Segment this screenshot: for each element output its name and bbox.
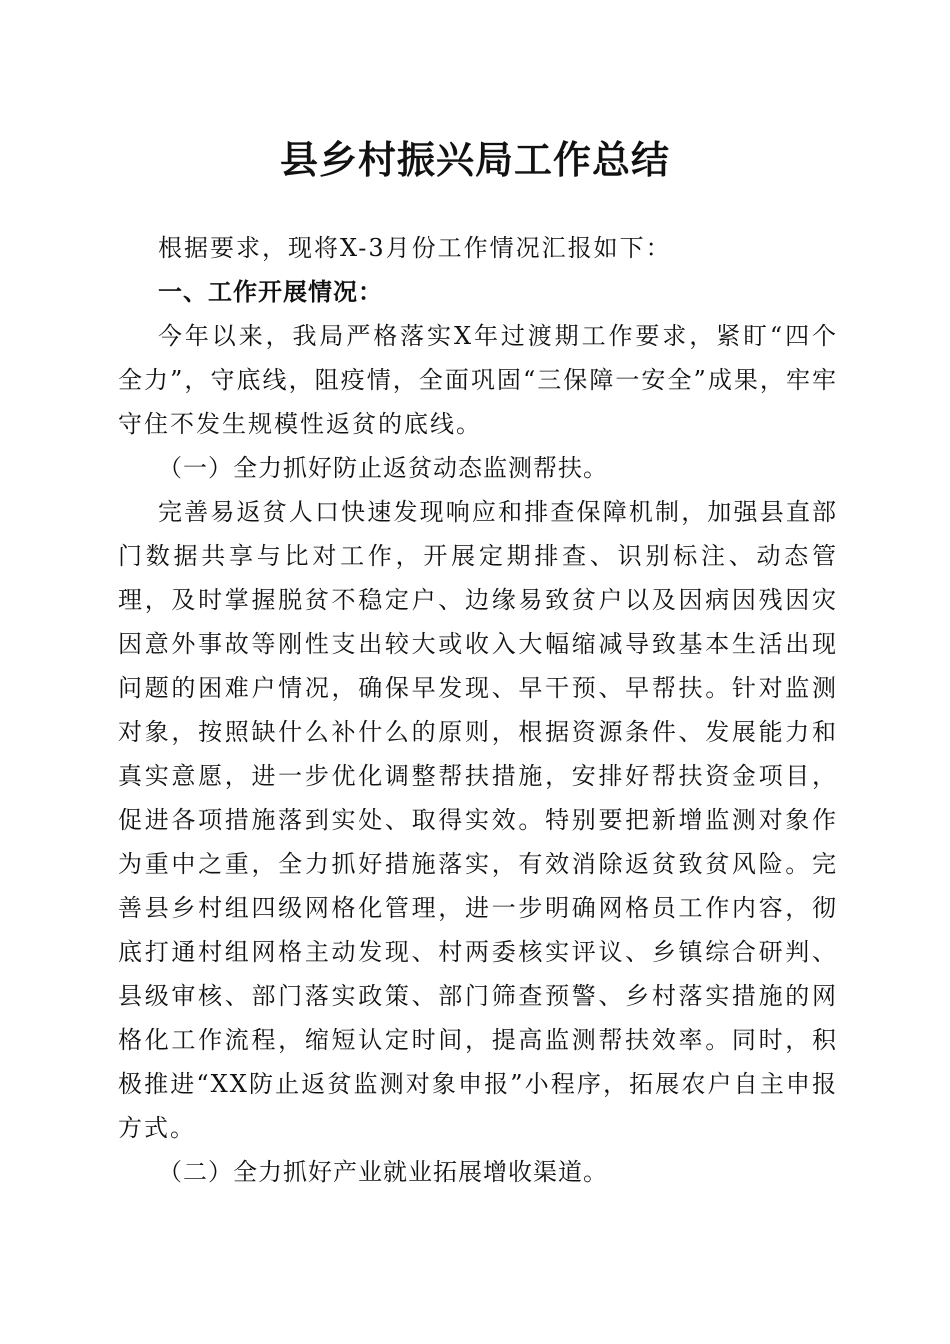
- subsection1-heading: （一）全力抓好防止返贫动态监测帮扶。: [158, 454, 608, 482]
- section1-heading: 一、工作开展情况：: [158, 278, 383, 306]
- document-title: 县乡村振兴局工作总结: [279, 138, 670, 182]
- document-body: [118, 226, 838, 1194]
- subsection2-heading: （二）全力抓好产业就业拓展增收渠道。: [158, 1158, 608, 1186]
- intro-paragraph: 根据要求，现将X-3月份工作情况汇报如下：: [158, 234, 672, 262]
- section1-paragraph: 今年以来，我局严格落实X年过渡期工作要求，紧盯“四个全力”，守底线，阻疫情，全面巩固“三保障一安全”成果，牢牢守住不发生规模性返贫的底线。: [118, 322, 838, 438]
- subsection1-paragraph: 完善易返贫人口快速发现响应和排查保障机制，加强县直部门数据共享与比对工作，开展定期排查、识别标注、动态管理，及时掌握脱贫不稳定户、边缘易致贫户以及因病因残因灾因意外事故等刚性支出较大或收入大幅缩减导致基本生活出现问题的困难户情况，确保早发现、早干预、早帮扶。针对监测对象，按照缺什么补什么的原则，根据资源条件、发展能力和真实意愿，进一步优化调整帮扶措施，安排好帮扶资金项目，促进各项措施落到实处、取得实效。特别要把新增监测对象作为重中之重，全力抓好措施落实，有效消除返贫致贫风险。完善县乡村组四级网格化管理，进一步明确网格员工作内容，彻底打通村组网格主动发现、村两委核实评议、乡镇综合研判、县级审核、部门落实政策、部门筛查预警、乡村落实措施的网格化工作流程，缩短认定时间，提高监测帮扶效率。同时，积极推进“XX防止返贫监测对象申报”小程序，拓展农户自主申报方式。: [118, 498, 838, 1142]
